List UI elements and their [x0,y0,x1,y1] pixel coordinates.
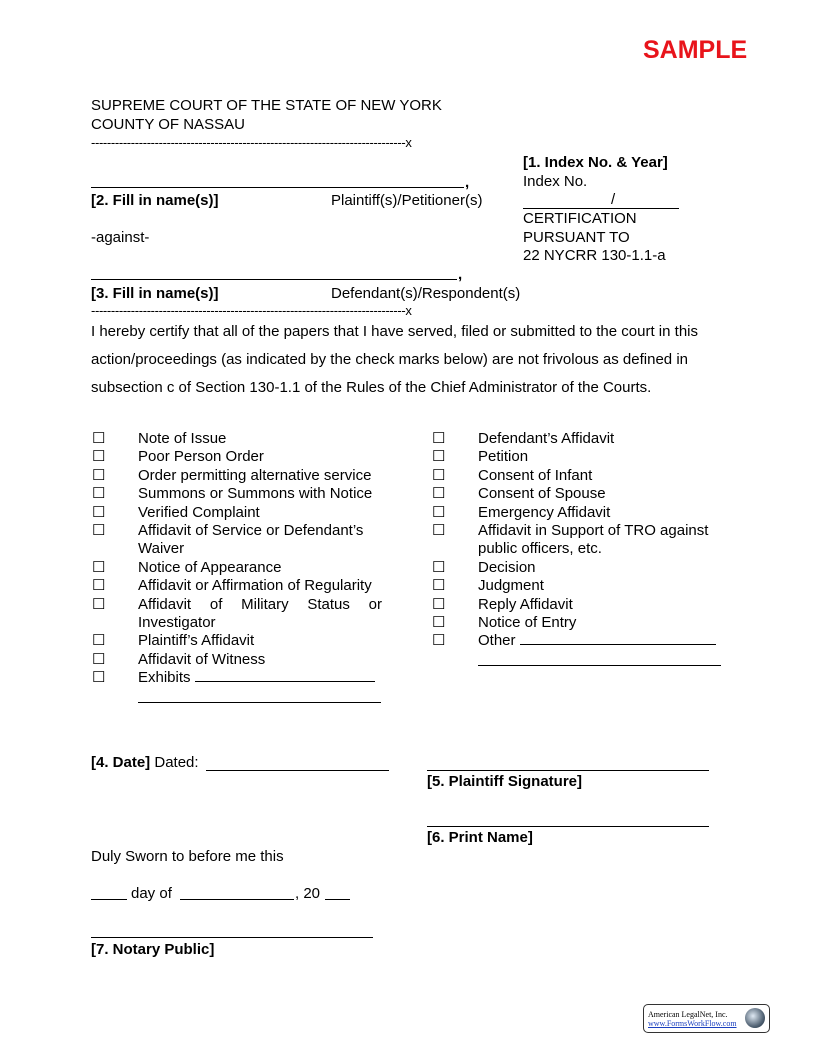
checklist-item-label [478,522,722,559]
checklist-item [92,504,392,522]
checkbox[interactable]: ☐ [432,466,446,484]
comma: , [458,266,463,283]
plaintiff-signature-field[interactable] [427,770,709,771]
item-text: Note of Issue [138,430,227,447]
item-text: Affidavit or Affirmation of Regularity [138,577,372,595]
checklist-item [432,485,732,503]
caption-top-border: -------------------------------------------------------------------------------x [91,135,412,150]
day-of-label: day of [131,885,172,902]
comma: , [465,174,470,191]
checklist-item-label [478,559,722,577]
item-text: Affidavit of Military Status or Investigator [138,595,382,632]
checklist-item [432,632,732,665]
plaintiff-fill-label: [2. Fill in name(s)] [91,192,219,209]
checklist-item [432,467,732,485]
checklist-item-label [478,577,722,595]
checkbox[interactable]: ☐ [432,614,446,632]
defendant-name-field[interactable] [91,279,457,280]
other-specify-field-line2[interactable] [478,651,721,666]
checklist-item [92,522,392,559]
cert-title-1: CERTIFICATION [523,210,637,227]
item-text: Consent of Spouse [478,485,606,503]
cert-title-3: 22 NYCRR 130-1.1-a [523,247,666,264]
checklist-item-label [138,430,382,448]
item-text: Consent of Infant [478,466,593,484]
checkbox[interactable]: ☐ [92,522,106,540]
other-specify-field[interactable] [195,669,375,682]
checklist-item-label [138,522,382,559]
item-text: Reply Affidavit [478,595,573,613]
checkbox[interactable]: ☐ [92,466,106,484]
plaintiff-role: Plaintiff(s)/Petitioner(s) [331,192,483,209]
checkbox[interactable]: ☐ [432,503,446,521]
globe-icon [745,1008,765,1028]
checklist-item [92,485,392,503]
index-no-field[interactable] [523,208,679,209]
checklist-item [92,448,392,466]
checkbox[interactable]: ☐ [92,650,106,668]
checklist-item [432,522,732,559]
certification-text: I hereby certify that all of the papers that I have served, filed or submitted to the court in this action/proceedings (as indicated by the check marks below) are not frivolous as defined in subsection c of Section 130-1.1 of the Rules of the Chief Administrator of the Courts. [91,323,698,396]
sworn-text: Duly Sworn to before me this [91,848,284,865]
checklist-item [92,651,392,669]
item-text: Notice of Entry [478,614,577,632]
checkbox[interactable]: ☐ [432,577,446,595]
checkbox[interactable]: ☐ [432,485,446,503]
checkbox[interactable]: ☐ [432,448,446,466]
item-text: Petition [478,448,529,466]
logo-company: American LegalNet, Inc. [648,1010,728,1019]
checklist-item-label [138,577,382,595]
left-checklist [92,430,392,703]
dated-label: Dated: [154,754,199,771]
checklist-item [92,577,392,595]
index-no-label: Index No. [523,173,588,190]
day-field[interactable] [91,899,127,900]
item-text: Summons or Summons with Notice [138,485,373,503]
checklist-item [92,467,392,485]
checklist-item-label [478,596,722,614]
item-text: Other [478,632,516,650]
sample-watermark: SAMPLE [643,36,748,64]
item-text: Order permitting alternative service [138,466,372,484]
notary-signature-field[interactable] [91,937,373,938]
month-field[interactable] [180,899,294,900]
checklist-item [92,430,392,448]
item-text: Affidavit of Service or Defendant’s Waiver [138,522,364,558]
item-text: Poor Person Order [138,448,264,466]
checkbox[interactable]: ☐ [432,558,446,576]
checkbox[interactable]: ☐ [92,595,106,613]
checkbox[interactable]: ☐ [92,430,106,447]
checkbox[interactable]: ☐ [432,430,446,447]
date-line [91,754,199,772]
other-specify-field[interactable] [520,632,716,645]
checkbox[interactable]: ☐ [432,632,446,650]
checklist-item-label [478,614,722,632]
checklist-item [432,596,732,614]
item-text: Defendant’s Affidavit [478,430,615,447]
print-name-field[interactable] [427,826,709,827]
logo-url-link[interactable]: www.FormsWorkFlow.com [648,1019,737,1028]
defendant-role: Defendant(s)/Respondent(s) [331,285,521,302]
checklist-item [432,577,732,595]
checkbox[interactable]: ☐ [92,558,106,576]
item-text: Affidavit of Witness [138,650,266,668]
checklist-item [432,430,732,448]
checklist-item-label [478,504,722,522]
checklist-item-label [478,467,722,485]
checklist-item-label [138,651,382,669]
checkbox[interactable]: ☐ [92,448,106,466]
checklist-item-label [138,596,382,633]
caption-bottom-border: -------------------------------------------------------------------------------x [91,303,412,318]
right-checklist [432,430,732,666]
checklist-item [92,596,392,633]
plaintiff-signature-label: [5. Plaintiff Signature] [427,773,583,790]
item-text: Decision [478,558,536,576]
checklist-item-label [478,632,722,665]
date-field[interactable] [206,770,389,771]
item-text: Judgment [478,577,544,595]
cert-title-2: PURSUANT TO [523,229,630,246]
checkbox[interactable]: ☐ [92,503,106,521]
american-legalnet-logo [643,1004,770,1033]
checkbox[interactable]: ☐ [92,632,106,650]
checklist-item-label [138,504,382,522]
checklist-item-label [138,467,382,485]
checklist-item [92,632,392,650]
county-name: COUNTY OF NASSAU [91,116,245,133]
item-text: Emergency Affidavit [478,503,611,521]
notary-label: [7. Notary Public] [91,941,215,958]
checklist-item-label [138,559,382,577]
print-name-label: [6. Print Name] [427,829,533,846]
checklist-item [432,448,732,466]
index-label: [1. Index No. & Year] [523,154,668,171]
checkbox[interactable]: ☐ [92,577,106,595]
checkbox[interactable]: ☐ [432,595,446,613]
item-text: Exhibits [138,669,191,687]
court-name: SUPREME COURT OF THE STATE OF NEW YORK [91,97,442,114]
item-text: Verified Complaint [138,503,260,521]
checkbox[interactable]: ☐ [92,485,106,503]
year-prefix: , 20 [295,885,321,902]
checklist-item [92,559,392,577]
checklist-item [432,559,732,577]
checklist-item-label [138,448,382,466]
checklist-item-label [138,669,382,702]
date-label: [4. Date] [91,754,151,771]
checklist-item [432,504,732,522]
year-field[interactable] [325,899,350,900]
checklist-item [92,669,392,702]
item-text: Plaintiff’s Affidavit [138,632,255,650]
checklist-item-label [478,448,722,466]
checkbox[interactable]: ☐ [92,669,106,687]
against-label: -against- [91,229,150,246]
checklist-item-label [478,485,722,503]
item-text: Affidavit in Support of TRO against public officers, etc. [478,522,709,558]
other-specify-field-line2[interactable] [138,688,381,703]
checklist-item-label [138,632,382,650]
item-text: Notice of Appearance [138,558,282,576]
checklist-item-label [478,430,722,448]
defendant-fill-label: [3. Fill in name(s)] [91,285,219,302]
plaintiff-name-field[interactable] [91,187,464,188]
checklist-item [432,614,732,632]
index-slash: / [611,191,616,208]
checkbox[interactable]: ☐ [432,522,446,540]
checklist-item-label [138,485,382,503]
